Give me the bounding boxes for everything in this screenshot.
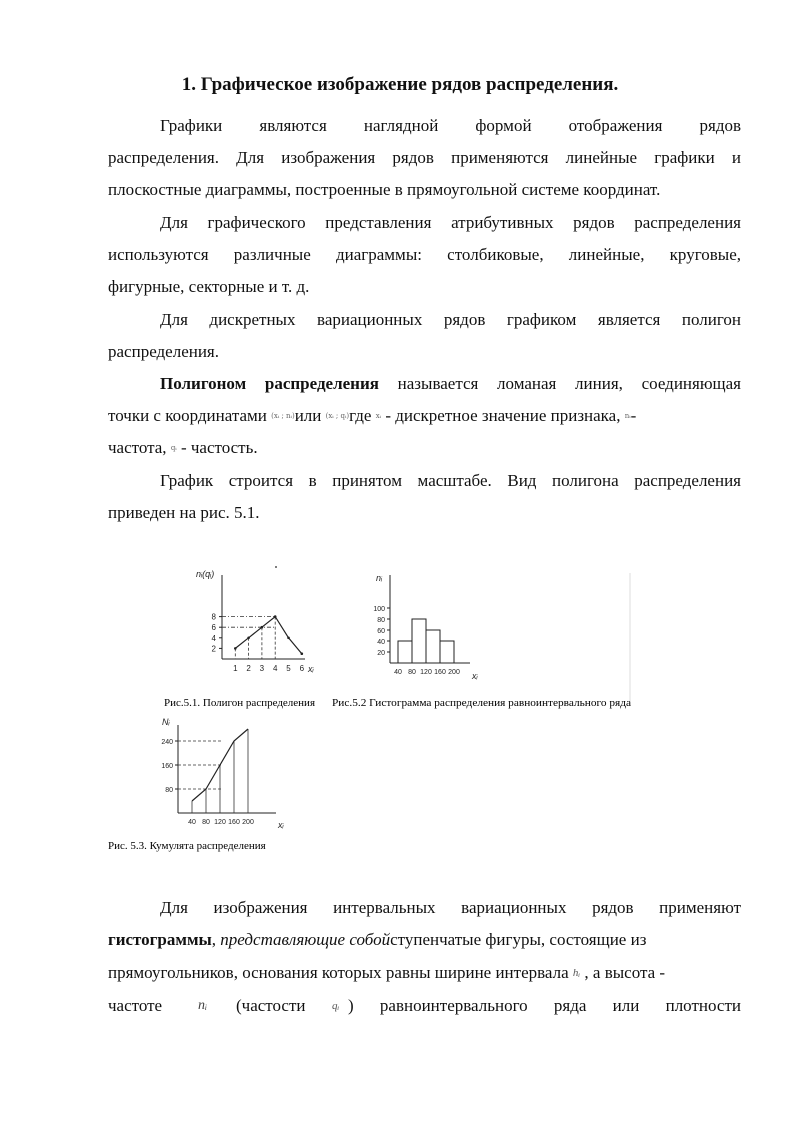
word: являются	[259, 116, 327, 135]
formula-xi-ni: (xᵢ ; nᵢ)	[271, 412, 295, 420]
fig2-x-tick-label: 120	[420, 669, 432, 676]
fig3-x-tick-label: 160	[228, 819, 240, 826]
fig3-y-axis-label: Nᵢ	[162, 717, 170, 727]
fig3-x-tick-label: 120	[214, 819, 226, 826]
fig3-x-tick-label: 80	[202, 819, 210, 826]
paragraph-3-line-1: Для дискретных вариационных рядов графиком является полигон	[160, 310, 741, 329]
histogram-chart	[332, 573, 631, 709]
paragraph-6-line-3	[108, 957, 741, 990]
text: где	[349, 406, 376, 425]
paragraph-4-line-3	[108, 432, 741, 465]
paragraph-6-line-1: Для изображения интервальных вариационных рядов применяют	[160, 898, 741, 917]
word: наглядной	[363, 116, 439, 135]
text: (частости	[236, 996, 306, 1015]
paragraph-1-line-3: плоскостные диаграммы, построенные в прямоугольной системе координат.	[108, 180, 661, 199]
term-histograms: гистограммы	[108, 930, 212, 949]
paragraph-4-line-1	[108, 368, 741, 401]
fig2-caption: Рис.5.2 Гистограмма распределения равноинтервального ряда	[332, 697, 632, 709]
fig3-caption: Рис. 5.3. Кумулята распределения	[108, 840, 266, 852]
formula-xi-qi: (xᵢ ; qᵢ)	[325, 412, 350, 420]
text: частота,	[108, 438, 171, 457]
paragraph-5-line-2: приведен на рис. 5.1.	[108, 503, 260, 522]
text: ,	[211, 930, 221, 949]
fig1-x-tick-label: 2	[246, 664, 251, 673]
fig2-y-tick-label: 20	[377, 650, 385, 657]
word: рядов	[699, 116, 742, 135]
fig2-x-tick-label: 80	[408, 669, 416, 676]
paragraph-1-line-2: распределения. Для изображения рядов применяются линейные графики и	[108, 148, 741, 167]
fig2-y-tick-label: 100	[373, 606, 385, 613]
figures-block	[0, 555, 800, 875]
symbol-ni: nᵢ	[624, 412, 631, 420]
fig1-y-tick-label: 4	[211, 633, 216, 643]
symbol-xi: xᵢ	[375, 412, 382, 420]
text: ступенчатые фигуры, состоящие из	[390, 930, 647, 949]
fig1-x-tick-label: 5	[286, 664, 291, 673]
fig3-x-tick-label: 200	[242, 819, 254, 826]
text: ) равноинтервального ряда или плотности	[348, 996, 741, 1015]
text: прямоугольников, основания которых равны ширине интервала	[108, 963, 573, 982]
fig1-x-axis-label: xᵢ	[308, 664, 314, 674]
fig2-x-tick-label: 160	[434, 669, 446, 676]
paragraph-2-line-2: используются различные диаграммы: столбиковые, линейные, круговые,	[108, 245, 741, 264]
paragraph-2-line-1: Для графического представления атрибутивных рядов распределения	[160, 213, 741, 232]
fig1-x-tick-label: 1	[233, 664, 238, 673]
paragraph-6-line-2	[108, 924, 741, 957]
word: формой	[475, 116, 532, 135]
text: частоте	[108, 996, 163, 1015]
fig2-y-tick-label: 40	[377, 639, 385, 646]
fig1-caption: Рис.5.1. Полигон распределения	[164, 697, 316, 709]
fig2-x-axis-label: xᵢ	[472, 671, 478, 681]
symbol-hi: hᵢ	[572, 967, 581, 979]
fig3-y-tick-label: 240	[161, 739, 173, 746]
word: отображения	[568, 116, 663, 135]
word: Графики	[160, 116, 223, 135]
paragraph-5-line-1: График строится в принятом масштабе. Вид полигона распределения	[160, 471, 741, 490]
fig1-x-tick-label: 4	[272, 664, 278, 673]
fig2-bar	[412, 619, 426, 663]
cumulative-chart	[108, 717, 285, 852]
fig1-y-tick-label: 6	[211, 623, 216, 633]
text: или	[294, 406, 326, 425]
text: называется ломаная линия, соединяющая	[378, 374, 741, 393]
fig1-y-tick-label: 8	[211, 612, 216, 622]
fig1-y-tick-label: 2	[211, 644, 216, 654]
fig3-y-tick-label: 80	[165, 787, 173, 794]
paragraph-4-line-2	[108, 400, 741, 433]
fig2-bar	[426, 630, 440, 663]
symbol-qi: qᵢ	[332, 1000, 340, 1012]
fig3-x-axis-label: xᵢ	[278, 820, 284, 830]
text: - частость.	[176, 438, 258, 457]
paragraph-1-line-1	[108, 110, 741, 143]
text: -	[630, 406, 637, 425]
fig2-bar	[398, 641, 412, 663]
text: точки с координатами	[108, 406, 272, 425]
italic-text: представляющие собой	[220, 930, 391, 949]
fig2-y-tick-label: 60	[377, 628, 385, 635]
fig3-y-tick-label: 160	[161, 763, 173, 770]
fig1-y-axis-label: nᵢ(qᵢ)	[196, 569, 215, 579]
fig2-x-tick-label: 200	[448, 669, 460, 676]
text: - дискретное значение признака,	[381, 406, 625, 425]
fig2-x-tick-label: 40	[394, 669, 402, 676]
fig3-x-tick-label: 40	[188, 819, 196, 826]
polygon-chart	[164, 569, 315, 709]
fig1-x-tick-label: 3	[259, 664, 265, 673]
fig2-y-tick-label: 80	[377, 617, 385, 624]
paragraph-3-line-2: распределения.	[108, 342, 219, 361]
symbol-ni: nᵢ	[198, 998, 208, 1013]
fig1-polygon-line	[235, 617, 301, 654]
symbol-qi: qᵢ	[170, 444, 177, 452]
fig1-x-tick-label: 6	[299, 664, 305, 673]
term-polygon: Полигоном распределения	[160, 374, 379, 393]
page-title: 1. Графическое изображение рядов распределения.	[181, 74, 619, 95]
fig2-bar	[440, 641, 454, 663]
paragraph-2-line-3: фигурные, секторные и т. д.	[108, 277, 310, 296]
fig2-y-axis-label: nᵢ	[376, 573, 383, 583]
text: , а высота -	[580, 963, 666, 982]
